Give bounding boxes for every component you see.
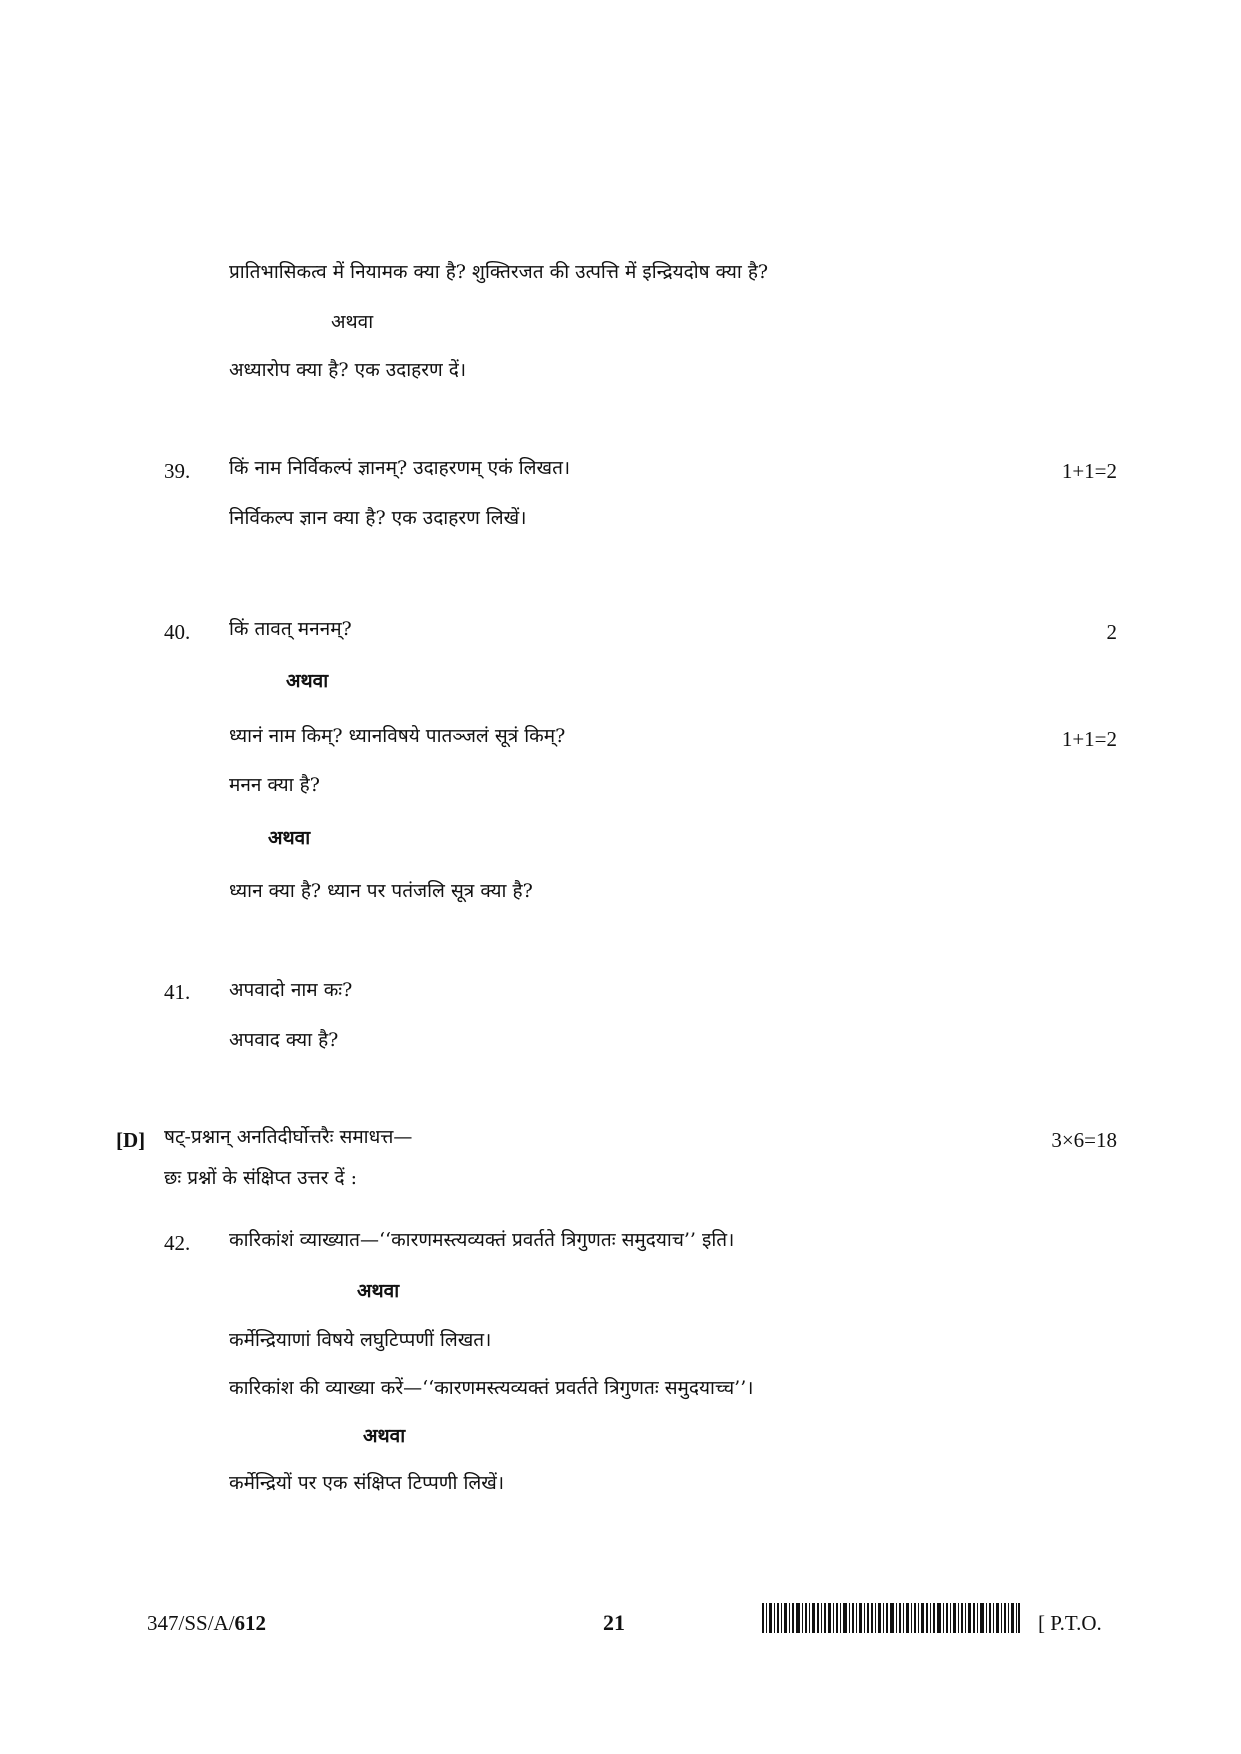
q42-number: 42. [164,1231,191,1255]
section-d-marks: 3×6=18 [1051,1128,1117,1152]
q40-sanskrit-question: किं तावत् मननम्? [229,618,352,640]
pto-label: [ P.T.O. [1038,1611,1102,1635]
q40-hindi-alt-question: ध्यान क्या है? ध्यान पर पतंजलि सूत्र क्या है? [229,880,533,902]
q40-marks: 2 [1106,620,1117,644]
q39-sanskrit-question: किं नाम निर्विकल्पं ज्ञानम्? उदाहरणम् एकं लिखत। [229,457,571,479]
barcode-image [762,1603,1020,1633]
q39-hindi-question: निर्विकल्प ज्ञान क्या है? एक उदाहरण लिखें। [229,507,527,529]
q39-number: 39. [164,459,191,483]
q42-or-label-1: अथवा [357,1280,400,1302]
q40-marks-alt: 1+1=2 [1061,727,1117,751]
paper-code-prefix: 347/SS/A/ [147,1611,235,1635]
q38-hindi-alt-question: अध्यारोप क्या है? एक उदाहरण दें। [229,359,467,381]
q42-hindi-alt-question: कर्मेन्द्रियों पर एक संक्षिप्त टिप्पणी लिखें। [229,1472,505,1494]
q40-sanskrit-alt-question: ध्यानं नाम किम्? ध्यानविषये पातञ्जलं सूत्रं किम्? [229,725,566,747]
q39-marks: 1+1=2 [1061,459,1117,483]
q41-hindi-question: अपवाद क्या है? [229,1029,339,1051]
q41-number: 41. [164,980,191,1004]
q42-hindi-question: कारिकांश की व्याख्या करें—‘‘कारणमस्त्यव्यक्तं प्रवर्तते त्रिगुणतः समुदयाच्च’’। [229,1377,754,1399]
q42-sanskrit-question: कारिकांशं व्याख्यात—‘‘कारणमस्त्यव्यक्तं प्रवर्तते त्रिगुणतः समुदयाच’’ इति। [229,1229,735,1251]
section-d-hindi-instruction: छः प्रश्नों के संक्षिप्त उत्तर दें : [164,1167,358,1189]
q38-or-label: अथवा [331,311,374,333]
q40-hindi-question: मनन क्या है? [229,774,320,796]
q41-sanskrit-question: अपवादो नाम कः? [229,979,353,1001]
q38-hindi-question: प्रातिभासिकत्व में नियामक क्या है? शुक्तिरजत की उत्पत्ति में इन्द्रियदोष क्या है? [229,261,769,283]
q40-or-label-2: अथवा [268,827,311,849]
section-d-label: [D] [116,1128,146,1152]
q42-sanskrit-alt-question: कर्मेन्द्रियाणां विषये लघुटिप्पणीं लिखत। [229,1329,492,1351]
page-number: 21 [603,1610,625,1635]
paper-code [147,1611,266,1636]
q40-or-label-1: अथवा [286,670,329,692]
q42-or-label-2: अथवा [363,1425,406,1447]
section-d-sanskrit-instruction: षट्-प्रश्नान् अनतिदीर्घोत्तरैः समाधत्त— [164,1126,413,1148]
paper-code-suffix: 612 [234,1611,267,1635]
q40-number: 40. [164,620,191,644]
